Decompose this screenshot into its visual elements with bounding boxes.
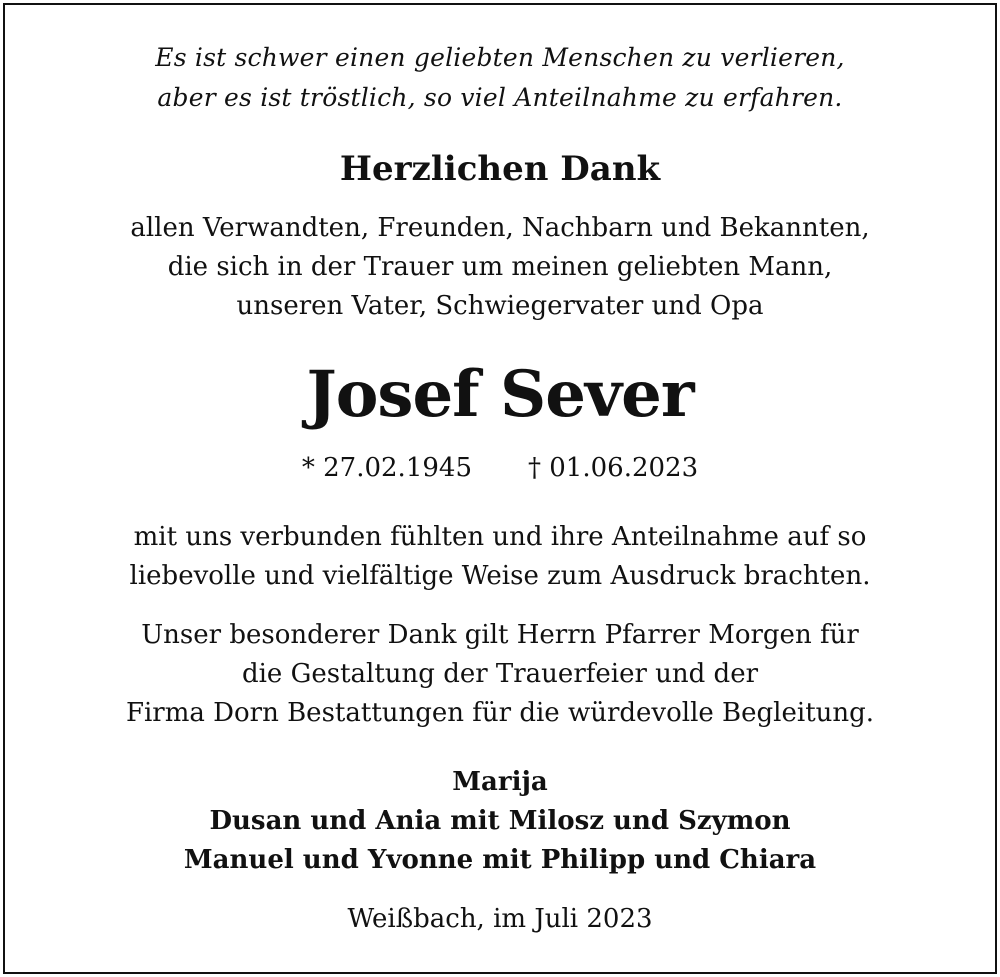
death-date: † 01.06.2023 [528, 453, 699, 483]
thanks-line: die Gestaltung der Trauerfeier und der [241, 659, 759, 689]
motto-line: Es ist schwer einen geliebten Menschen zu verlieren, [155, 43, 845, 72]
intro-line: unseren Vater, Schwiegervater und Opa [236, 291, 764, 321]
intro-line: allen Verwandten, Freunden, Nachbarn und Bekannten, [130, 213, 870, 243]
family-member: Marija [452, 767, 548, 797]
deceased-name: Josef Sever [306, 357, 694, 432]
thanks-line: Firma Dorn Bestattungen für die würdevolle Begleitung. [125, 698, 875, 728]
intro-line: die sich in der Trauer um meinen geliebten Mann, [167, 252, 833, 282]
motto-line: aber es ist tröstlich, so viel Anteilnahme zu erfahren. [157, 83, 843, 112]
family-member: Manuel und Yvonne mit Philipp und Chiara [183, 845, 817, 875]
life-dates [5, 453, 995, 483]
family-member: Dusan und Ania mit Milosz und Szymon [209, 806, 791, 836]
middle-line: liebevolle und vielfältige Weise zum Ausdruck brachten. [129, 561, 871, 591]
birth-date: * 27.02.1945 [301, 453, 472, 483]
heading: Herzlichen Dank [339, 149, 661, 189]
place-date: Weißbach, im Juli 2023 [347, 904, 653, 934]
thanks-line: Unser besonderer Dank gilt Herrn Pfarrer Morgen für [141, 620, 859, 650]
middle-line: mit uns verbunden fühlten und ihre Anteilnahme auf so [133, 522, 867, 552]
notice-frame [3, 3, 997, 974]
